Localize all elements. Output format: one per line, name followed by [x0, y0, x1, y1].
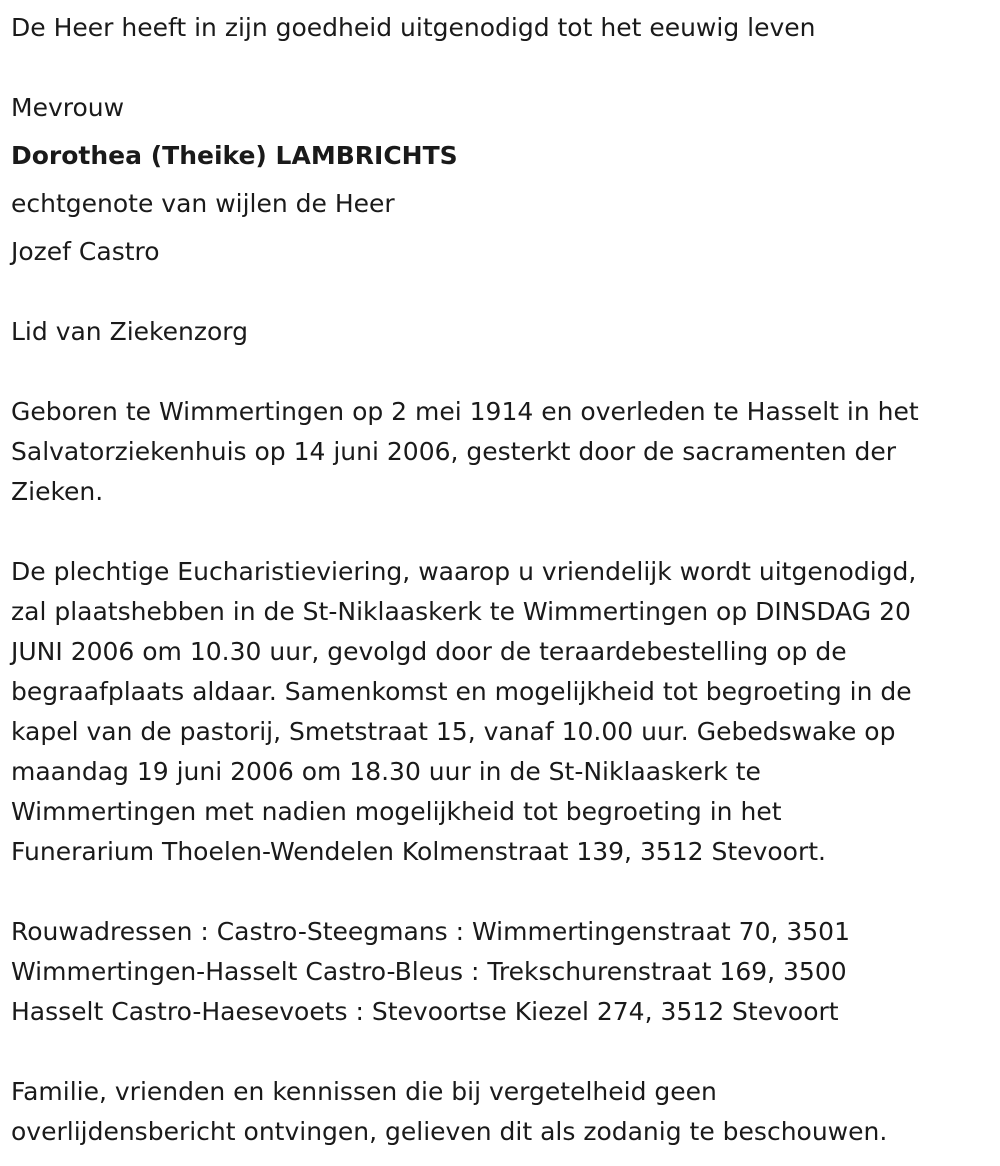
paragraph-line: Zieken. — [11, 477, 104, 506]
membership-text: Lid van Ziekenzorg — [11, 317, 248, 346]
spacer — [11, 272, 1000, 312]
birth-death-paragraph — [11, 392, 1000, 512]
paragraph-line: Hasselt Castro-Haesevoets : Stevoortse Kiezel 274, 3512 Stevoort — [11, 997, 839, 1026]
addresses-paragraph — [11, 912, 1000, 1032]
spacer — [11, 512, 1000, 552]
spacer — [11, 128, 1000, 136]
closing-paragraph — [11, 1072, 1000, 1152]
paragraph-line: Geboren te Wimmertingen op 2 mei 1914 en overleden te Hasselt in het — [11, 397, 919, 426]
paragraph-line: maandag 19 juni 2006 om 18.30 uur in de St-Niklaaskerk te — [11, 757, 761, 786]
paragraph-line: Wimmertingen-Hasselt Castro-Bleus : Trekschurenstraat 169, 3500 — [11, 957, 847, 986]
intro-text: De Heer heeft in zijn goedheid uitgenodigd tot het eeuwig leven — [11, 13, 816, 42]
spacer — [11, 1032, 1000, 1072]
deceased-name: Dorothea (Theike) LAMBRICHTS — [11, 141, 458, 170]
paragraph-line: De plechtige Eucharistieviering, waarop u vriendelijk wordt uitgenodigd, — [11, 557, 917, 586]
spacer — [11, 352, 1000, 392]
paragraph-line: begraafplaats aldaar. Samenkomst en mogelijkheid tot begroeting in de — [11, 677, 912, 706]
salutation: Mevrouw — [11, 93, 125, 122]
spouse-name: Jozef Castro — [11, 237, 160, 266]
spacer — [11, 224, 1000, 232]
relation-text: echtgenote van wijlen de Heer — [11, 189, 395, 218]
spacer — [11, 48, 1000, 88]
paragraph-line: zal plaatshebben in de St-Niklaaskerk te Wimmertingen op DINSDAG 20 — [11, 597, 911, 626]
paragraph-line: Funerarium Thoelen-Wendelen Kolmenstraat 139, 3512 Stevoort. — [11, 837, 826, 866]
paragraph-line: Salvatorziekenhuis op 14 juni 2006, gesterkt door de sacramenten der — [11, 437, 897, 466]
paragraph-line: Wimmertingen met nadien mogelijkheid tot begroeting in het — [11, 797, 782, 826]
paragraph-line: Familie, vrienden en kennissen die bij vergetelheid geen — [11, 1077, 717, 1106]
spacer — [11, 872, 1000, 912]
ceremony-paragraph — [11, 552, 1000, 872]
paragraph-line: overlijdensbericht ontvingen, gelieven dit als zodanig te beschouwen. — [11, 1117, 888, 1146]
paragraph-line: Rouwadressen : Castro-Steegmans : Wimmertingenstraat 70, 3501 — [11, 917, 850, 946]
paragraph-line: kapel van de pastorij, Smetstraat 15, vanaf 10.00 uur. Gebedswake op — [11, 717, 896, 746]
paragraph-line: JUNI 2006 om 10.30 uur, gevolgd door de teraardebestelling op de — [11, 637, 847, 666]
spacer — [11, 176, 1000, 184]
